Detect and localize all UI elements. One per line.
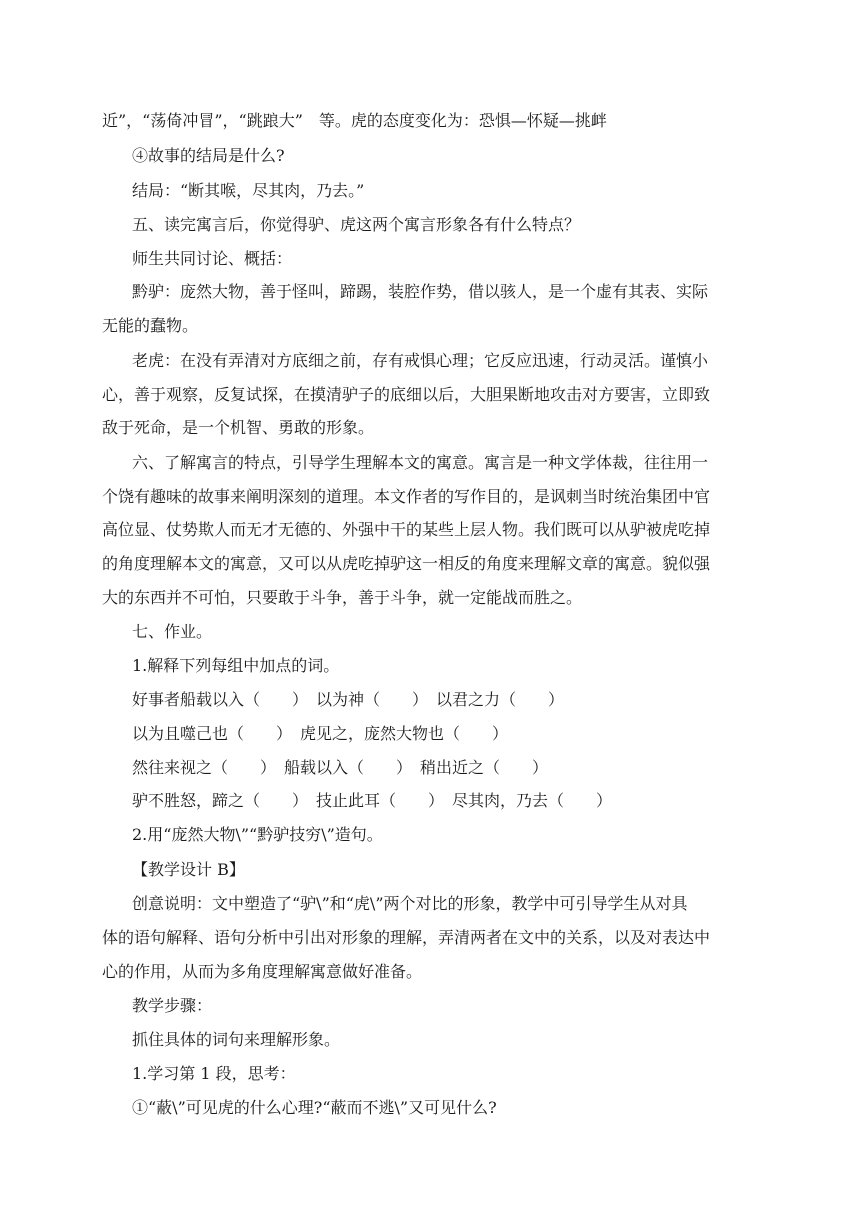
text-line: 然往来视之（ ） 船载以入（ ） 稍出近之（ ） (132, 758, 549, 777)
text-line: 老虎：在没有弄清对方底细之前，存有戒惧心理；它反应迅速，行动灵活。谨慎小 (132, 351, 709, 370)
text-line: 近”，“荡倚冲冒”，“跳踉大” 等。虎的态度变化为：恐惧—怀疑—挑衅 (102, 111, 607, 130)
text-line: 的角度理解本文的寓意，又可以从虎吃掉驴这一相反的角度来理解文章的寓意。貌似强 (102, 554, 711, 573)
text-line: 个饶有趣味的故事来阐明深刻的道理。本文作者的写作目的，是讽刺当时统治集团中官 (102, 487, 711, 506)
text-line: 抓住具体的词句来理解形象。 (132, 1030, 341, 1049)
text-line: 2.用“庞然大物\”“黔驴技穷\”造句。 (132, 825, 383, 844)
text-line: 敌于死命，是一个机智、勇敢的形象。 (102, 418, 375, 437)
text-line: ①“蔽\”可见虎的什么心理?“蔽而不逃\”又可见什么? (132, 1098, 497, 1117)
text-line: 驴不胜怒，蹄之（ ） 技止此耳（ ） 尽其肉，乃去（ ） (132, 791, 613, 810)
text-line: 心的作用，从而为多角度理解寓意做好准备。 (102, 962, 423, 981)
text-line: 1.解释下列每组中加点的词。 (132, 656, 340, 675)
text-line: 大的东西并不可怕，只要敢于斗争，善于斗争，就一定能战而胜之。 (102, 588, 583, 607)
text-line: 1.学习第 1 段，思考： (132, 1064, 296, 1083)
text-line: 五、读完寓言后，你觉得驴、虎这两个寓言形象各有什么特点？ (132, 215, 581, 234)
text-line: ④故事的结局是什么? (132, 146, 285, 165)
text-line: 结局：“断其喉，尽其肉，乃去。” (132, 181, 365, 200)
text-line: 教学步骤： (132, 996, 213, 1015)
text-line: 七、作业。 (132, 622, 213, 641)
text-line: 以为且噬己也（ ） 虎见之，庞然大物也（ ） (132, 724, 509, 743)
section-heading: 【教学设计 B】 (132, 860, 245, 879)
text-line: 高位显、仗势欺人而无才无德的、外强中干的某些上层人物。我们既可以从驴被虎吃掉 (102, 520, 711, 539)
text-line: 好事者船载以入（ ） 以为神（ ） 以君之力（ ） (132, 690, 565, 709)
text-line: 体的语句解释、语句分析中引出对形象的理解，弄清两者在文中的关系，以及对表达中 (102, 928, 711, 947)
text-line: 黔驴：庞然大物，善于怪叫，蹄踢，装腔作势，借以骇人，是一个虚有其表、实际 (132, 282, 709, 301)
text-line: 六、了解寓言的特点，引导学生理解本文的寓意。寓言是一种文学体裁，往往用一 (132, 453, 709, 472)
text-line: 心，善于观察，反复试探，在摸清驴子的底细以后，大胆果断地攻击对方要害，立即致 (102, 385, 711, 404)
text-line: 师生共同讨论、概括： (132, 249, 293, 268)
text-line: 创意说明：文中塑造了“驴\”和“虎\”两个对比的形象，教学中可引导学生从对具 (132, 894, 688, 913)
text-line: 无能的蠢物。 (102, 316, 199, 335)
